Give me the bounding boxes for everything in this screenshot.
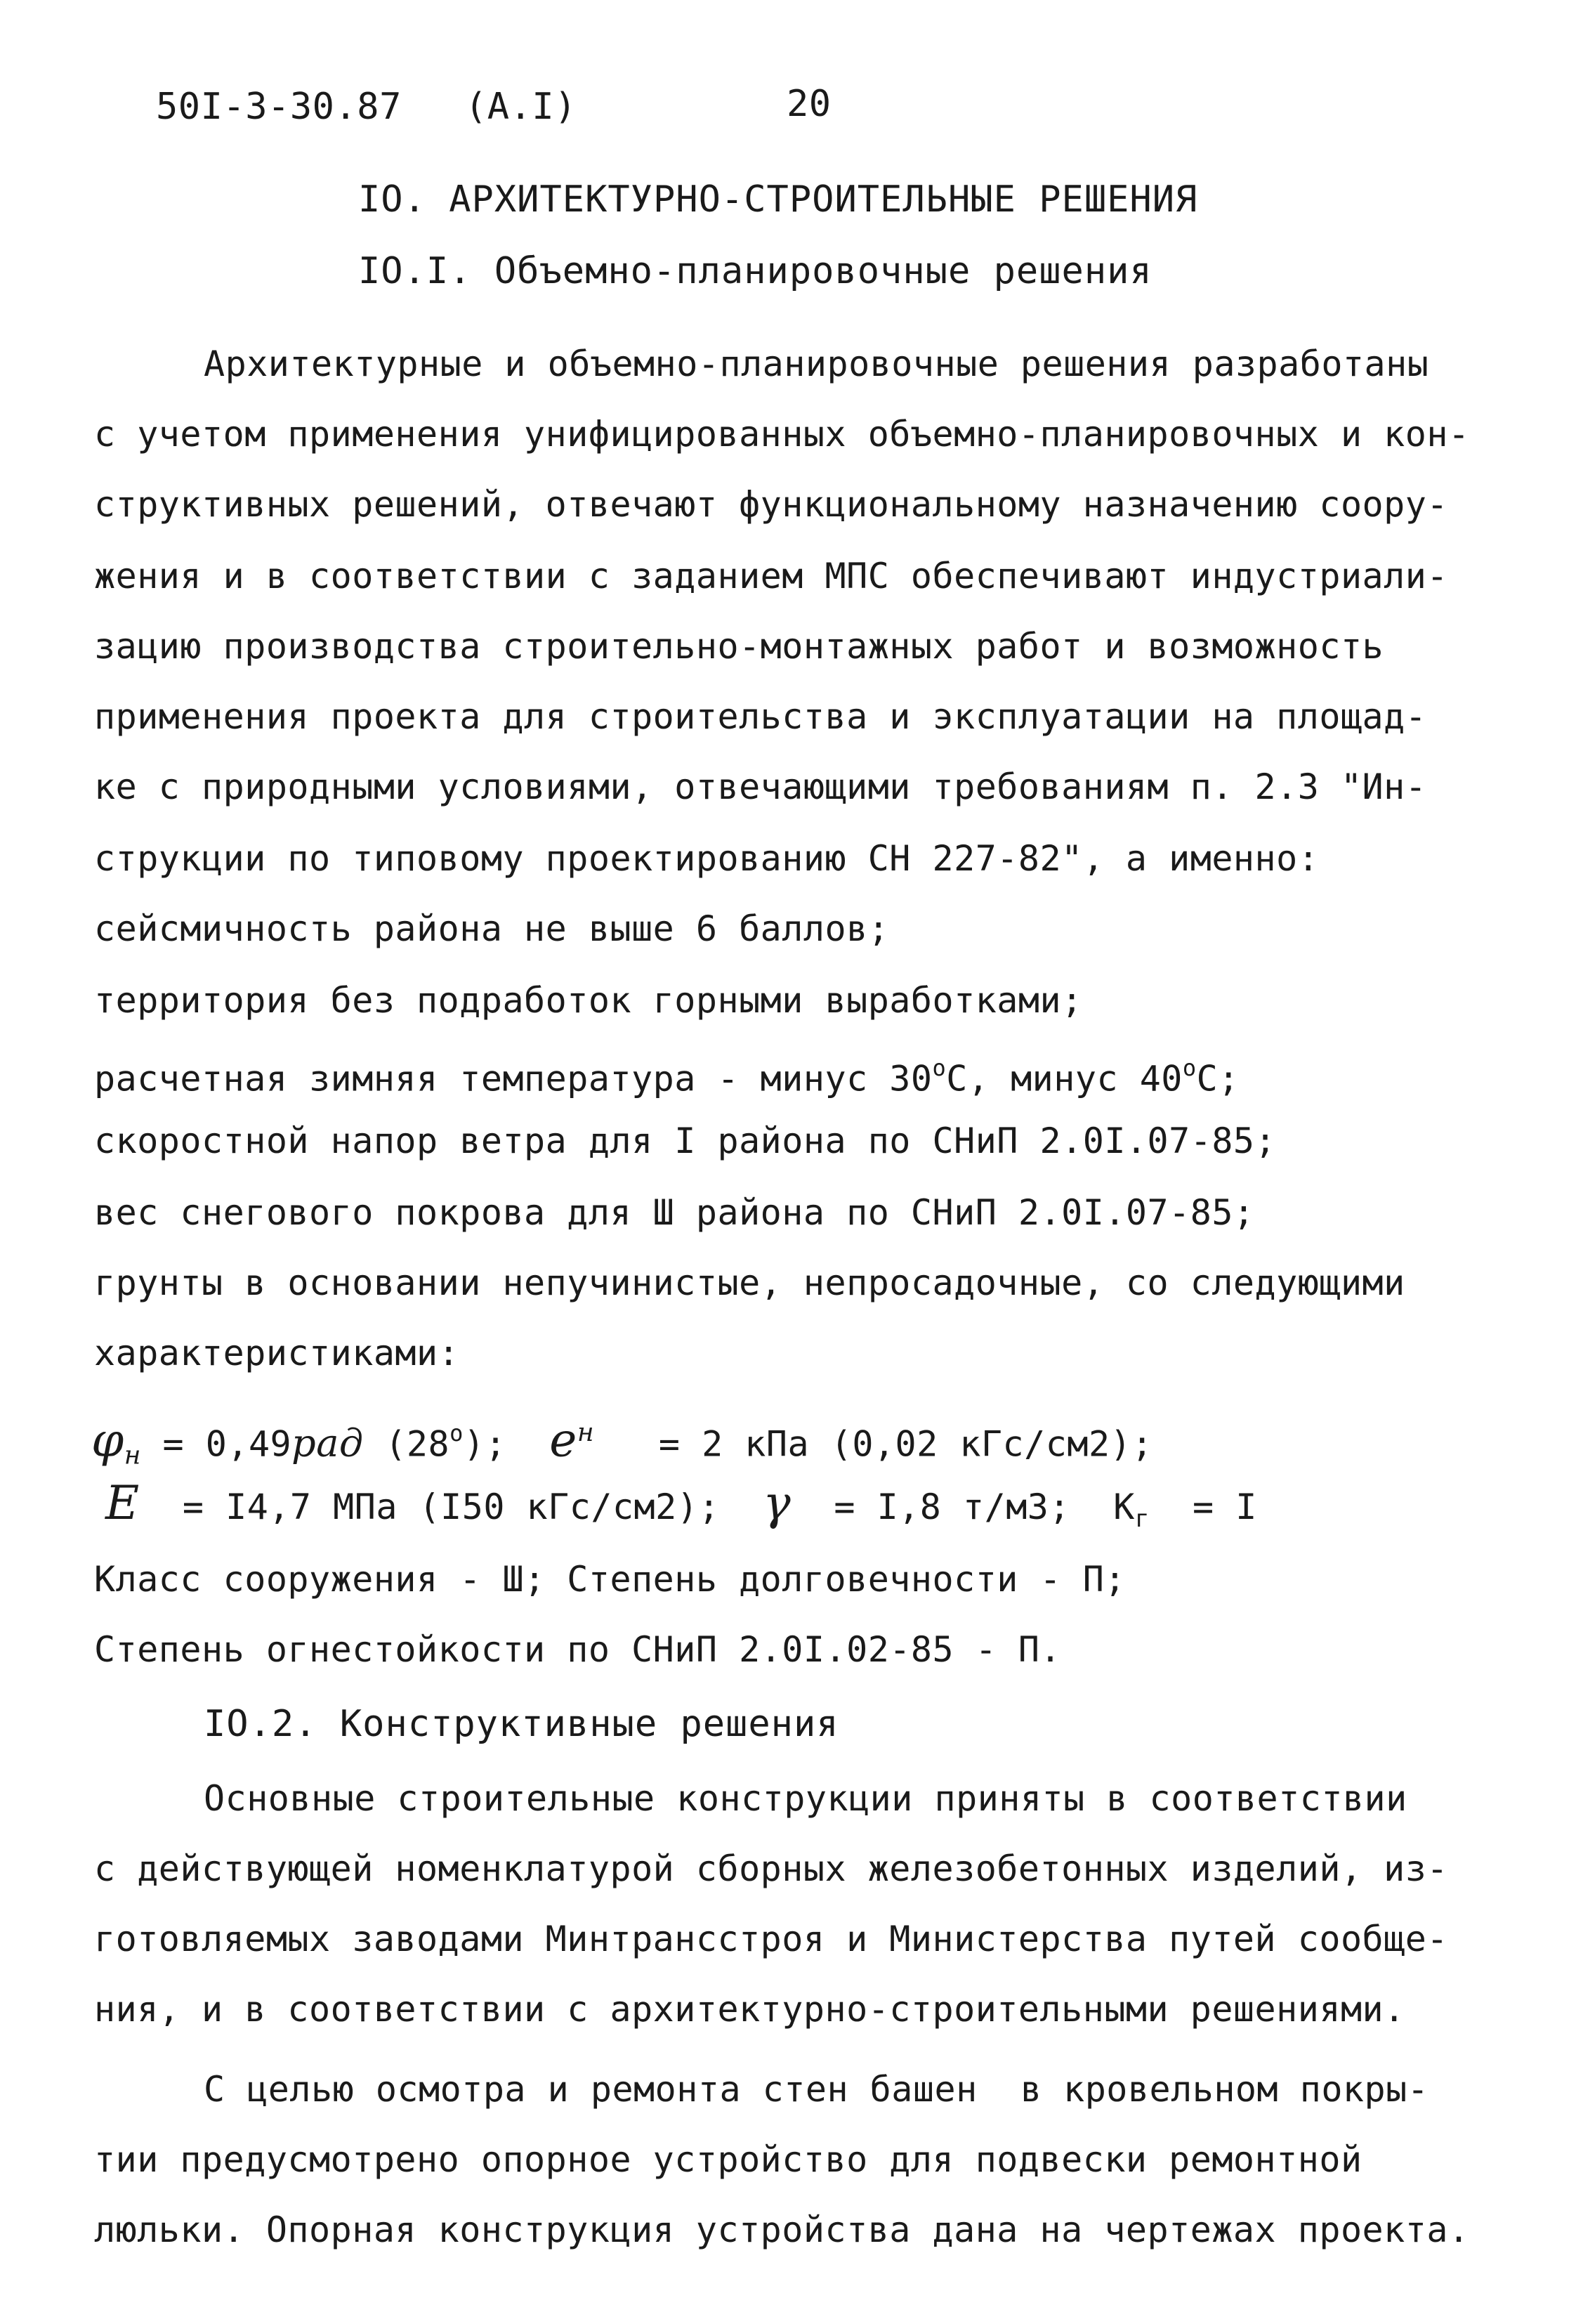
paragraph-line: жения и в соответствии с заданием МПС обеспечивают индустриали- (94, 556, 1448, 596)
class-line: Класс сооружения - Ш; Степень долговечности - П; (94, 1559, 1126, 1600)
condition-line: сейсмичность района не выше 6 баллов; (94, 908, 890, 949)
paragraph-line: Архитектурные и объемно-планировочные решения разработаны (204, 344, 1429, 384)
paragraph-line: люльки. Опорная конструкция устройства дана на чертежах проекта. (94, 2209, 1470, 2250)
paragraph-line: Основные строительные конструкции приняты в соответствии (204, 1778, 1407, 1819)
paragraph-line: готовляемых заводами Минтрансстроя и Министерства путей сообще- (94, 1919, 1448, 1959)
paragraph-line: структивных решений, отвечают функциональному назначению соору- (94, 484, 1448, 525)
paragraph-line: зацию производства строительно-монтажных работ и возможность (94, 626, 1384, 667)
section-title: IO. АРХИТЕКТУРНО-СТРОИТЕЛЬНЫЕ РЕШЕНИЯ (358, 178, 1198, 221)
paragraph-line: тии предусмотрено опорное устройство для подвески ремонтной (94, 2139, 1362, 2180)
phi-symbol: φ (91, 1413, 124, 1468)
modulus-symbol: E (105, 1476, 140, 1530)
formula-line-1: $\varphi_н = 0,49рад$ (28$^o$); $e^н$ = 2 кПа (0,02 кГс/см2); (91, 1413, 1153, 1470)
e-symbol: e (549, 1413, 577, 1468)
document-code: 50I-3-30.87 (156, 86, 402, 128)
paragraph-line: ния, и в соответствии с архитектурно-строительными решениями. (94, 1989, 1405, 2030)
condition-line: вес снегового покрова для Ш района по СНиП 2.0I.07-85; (94, 1192, 1255, 1233)
temperature-line: расчетная зимняя температура - минус 30$^o$C, минус 40$^o$C; (94, 1055, 1240, 1099)
paragraph-line: С целью осмотра и ремонта стен башен в кровельном покры- (204, 2069, 1429, 2110)
paragraph-line: с учетом применения унифицированных объемно-планировочных и кон- (94, 414, 1470, 455)
subsection-1-title: IO.I. Объемно-планировочные решения (358, 250, 1153, 292)
condition-line: скоростной напор ветра для I района по СНиП 2.0I.07-85; (94, 1121, 1277, 1161)
gamma-symbol: γ (763, 1476, 792, 1530)
condition-line: территория без подработок горными выработками; (94, 980, 1083, 1021)
condition-line: характеристиками: (94, 1333, 460, 1373)
paragraph-line: с действующей номенклатурой сборных железобетонных изделий, из- (94, 1848, 1448, 1889)
subsection-2-title: IO.2. Конструктивные решения (204, 1703, 839, 1745)
album-number: (А.I) (465, 86, 577, 128)
page-number: 20 (787, 83, 832, 125)
class-line: Степень огнестойкости по СНиП 2.0I.02-85 - П. (94, 1629, 1062, 1670)
formula-line-2: E = I4,7 МПа (I50 кГс/см2); γ = I,8 т/м3; $К_г = I$ (105, 1476, 1257, 1533)
paragraph-line: струкции по типовому проектированию СН 227-82", а именно: (94, 838, 1320, 879)
condition-line: грунты в основании непучинистые, непросадочные, со следующими (94, 1262, 1405, 1303)
paragraph-line: ке с природными условиями, отвечающими требованиям п. 2.3 "Ин- (94, 766, 1427, 807)
paragraph-line: применения проекта для строительства и эксплуатации на площад- (94, 696, 1427, 737)
